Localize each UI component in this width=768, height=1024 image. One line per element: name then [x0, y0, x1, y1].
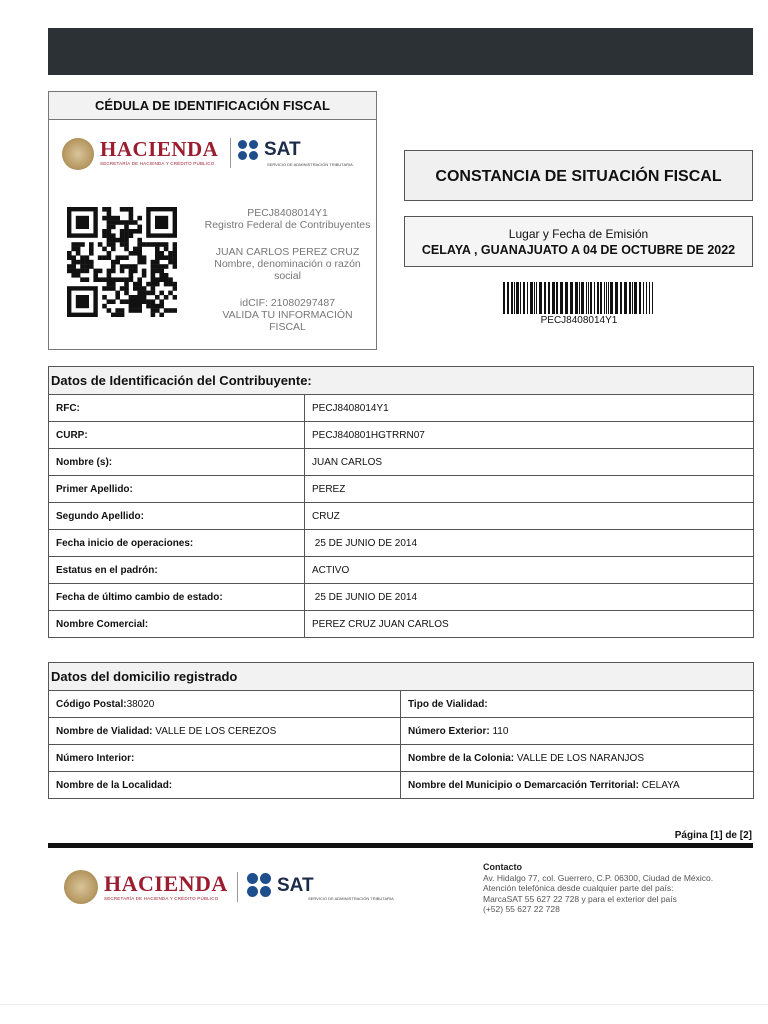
address-cell	[49, 745, 401, 772]
field-label: Código Postal:	[56, 698, 127, 710]
field-value: CELAYA	[638, 779, 680, 791]
logo-divider	[237, 872, 238, 902]
field-label: Fecha inicio de operaciones:	[49, 530, 305, 557]
field-label: Segundo Apellido:	[49, 503, 305, 530]
field-label: Nombre del Municipio o Demarcación Territorial:	[408, 779, 639, 791]
field-label: Nombre Comercial:	[49, 611, 305, 638]
field-label: Fecha de último cambio de estado:	[49, 584, 305, 611]
address-cell	[401, 691, 754, 718]
hacienda-seal-icon	[62, 138, 94, 170]
sat-subtitle: SERVICIO DE ADMINISTRACIÓN TRIBUTARIA	[308, 896, 394, 901]
cedula-title: CÉDULA DE IDENTIFICACIÓN FISCAL	[49, 92, 376, 120]
field-label: Tipo de Vialidad:	[408, 698, 488, 710]
table-row	[49, 530, 754, 557]
contacto-line: (+52) 55 627 22 728	[483, 904, 560, 914]
field-value: PECJ8408014Y1	[305, 395, 754, 422]
field-label: Nombre (s):	[49, 449, 305, 476]
address-cell	[401, 745, 754, 772]
address-cell	[49, 718, 401, 745]
field-value: VALLE DE LOS NARANJOS	[514, 752, 644, 764]
hacienda-wordmark: HACIENDA	[100, 137, 219, 161]
table-row	[49, 557, 754, 584]
field-label: Estatus en el padrón:	[49, 557, 305, 584]
table-row	[49, 449, 754, 476]
identificacion-title: Datos de Identificación del Contribuyente:	[49, 367, 754, 395]
table-row	[49, 476, 754, 503]
top-banner	[48, 28, 753, 75]
field-value: 110	[489, 725, 509, 737]
field-value: JUAN CARLOS	[305, 449, 754, 476]
field-value: PEREZ CRUZ JUAN CARLOS	[305, 611, 754, 638]
sat-wordmark: SAT	[264, 139, 301, 160]
cedula-name: JUAN CARLOS PEREZ CRUZ	[215, 246, 360, 258]
page-bottom-line	[0, 1004, 768, 1005]
field-label: Nombre de la Localidad:	[56, 779, 173, 791]
footer-logos	[64, 868, 394, 908]
cedula-name-label: Nombre, denominación o razón	[214, 258, 361, 270]
hacienda-wordmark: HACIENDA	[104, 871, 228, 896]
qr-code-icon	[67, 207, 177, 317]
logo-divider	[230, 138, 231, 168]
field-value: PECJ840801HGTRRN07	[305, 422, 754, 449]
contacto-title: Contacto	[483, 862, 522, 872]
table-row	[49, 395, 754, 422]
sat-wordmark: SAT	[277, 875, 314, 896]
contacto-line: Av. Hidalgo 77, col. Guerrero, C.P. 06300, Ciudad de México.	[483, 872, 714, 883]
field-value: 25 DE JUNIO DE 2014	[305, 530, 754, 557]
cedula-rfc-label: Registro Federal de Contribuyentes	[204, 219, 371, 231]
domicilio-title: Datos del domicilio registrado	[49, 663, 754, 691]
hacienda-seal-icon	[64, 870, 98, 904]
address-cell	[401, 772, 754, 799]
sat-subtitle: SERVICIO DE ADMINISTRACIÓN TRIBUTARIA	[267, 162, 353, 167]
cedula-logos	[62, 136, 362, 176]
contacto-line: MarcaSAT 55 627 22 728 y para el exterior del país	[483, 893, 677, 904]
hacienda-subtitle: SECRETARÍA DE HACIENDA Y CRÉDITO PÚBLICO	[100, 161, 215, 166]
table-row	[49, 718, 754, 745]
field-label: Nombre de Vialidad:	[56, 725, 153, 737]
field-label: Nombre de la Colonia:	[408, 752, 515, 764]
cedula-valida-2: FISCAL	[269, 321, 306, 333]
field-label: Número Interior:	[56, 752, 135, 764]
contacto-line: Atención telefónica desde cualquier parte del país:	[483, 883, 674, 893]
field-value: ACTIVO	[305, 557, 754, 584]
table-row	[49, 584, 754, 611]
table-row	[49, 691, 754, 718]
address-cell	[401, 718, 754, 745]
field-value: 38020	[126, 698, 155, 710]
contacto-block	[483, 862, 713, 915]
field-value: PEREZ	[305, 476, 754, 503]
emision-value: CELAYA , GUANAJUATO A 04 DE OCTUBRE DE 2022	[421, 243, 736, 257]
table-row	[49, 422, 754, 449]
field-value: VALLE DE LOS CEREZOS	[152, 725, 277, 737]
barcode-text: PECJ8408014Y1	[540, 315, 618, 326]
address-cell	[49, 691, 401, 718]
page-number: Página [1] de [2]	[674, 830, 752, 841]
table-row	[49, 745, 754, 772]
cedula-idcif: idCIF: 21080297487	[239, 297, 336, 309]
hacienda-subtitle: SECRETARÍA DE HACIENDA Y CRÉDITO PÚBLICO	[104, 896, 219, 901]
cedula-rfc: PECJ8408014Y1	[247, 207, 328, 219]
field-label: Número Exterior:	[408, 725, 490, 737]
barcode-icon	[503, 282, 655, 314]
cedula-valida: VALIDA TU INFORMACIÓN	[222, 309, 353, 321]
footer-rule	[48, 843, 753, 848]
identificacion-table	[48, 366, 754, 638]
field-label: RFC:	[49, 395, 305, 422]
field-value: 25 DE JUNIO DE 2014	[305, 584, 754, 611]
address-cell	[49, 772, 401, 799]
field-label: Primer Apellido:	[49, 476, 305, 503]
constancia-title: CONSTANCIA DE SITUACIÓN FISCAL	[404, 150, 753, 201]
field-label: CURP:	[49, 422, 305, 449]
table-row	[49, 503, 754, 530]
emision-label: Lugar y Fecha de Emisión	[508, 227, 649, 241]
domicilio-table	[48, 662, 754, 799]
table-row	[49, 772, 754, 799]
table-row	[49, 611, 754, 638]
emision-box	[404, 216, 753, 267]
field-value: CRUZ	[305, 503, 754, 530]
cedula-name-label-2: social	[274, 270, 301, 282]
